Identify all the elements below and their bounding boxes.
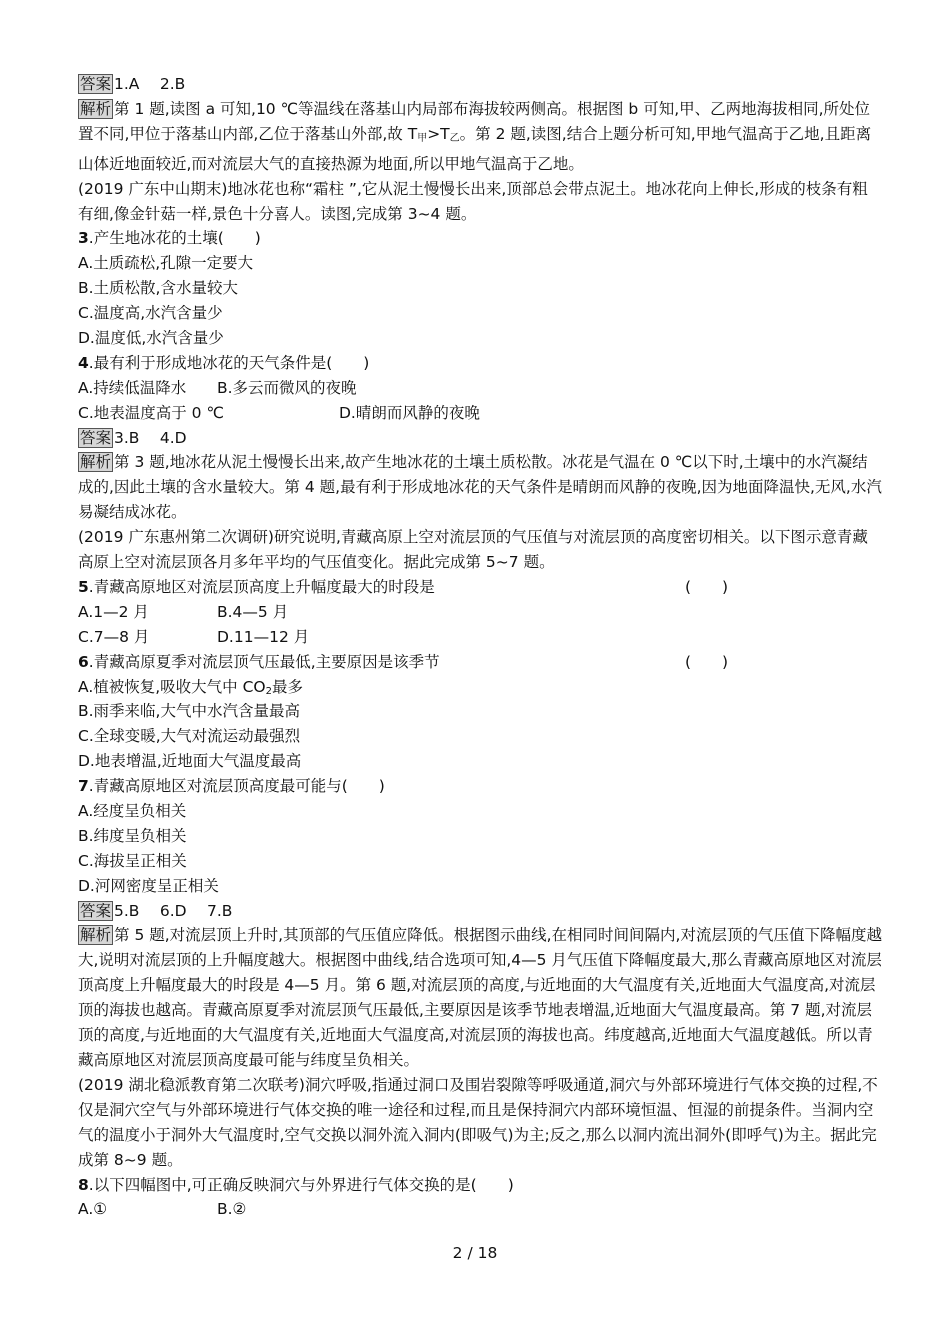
option-b: B.② [217, 1200, 247, 1219]
question-intro: (2019 湖北稳派教育第二次联考)洞穴呼吸,指通过洞口及围岩裂隙等呼吸通道,洞穴与外部环境进行气体交换的过程,不仅是洞穴空气与外部环境进行气体交换的唯一途径和过程,而且是保持洞穴内部环境恒温、恒湿的前提条件。当洞内空气的温度小于洞外大气温度时,空气交换以洞外流入洞内(即吸气)为主;反之,那么以洞内流出洞外(即呼气)为主。据此完成第 8~9 题。 [78, 1075, 878, 1169]
option-b: B.4—5 月 [217, 602, 289, 621]
analysis-tag: 解析 [80, 926, 112, 945]
answer-text: 1.A 2.B [114, 75, 186, 93]
option-d: D.11—12 月 [217, 627, 310, 646]
option-a: A.持续低温降水 [78, 378, 187, 397]
option-d: D.河网密度呈正相关 [78, 876, 219, 895]
option-row [78, 1197, 883, 1222]
question-intro: (2019 广东中山期末)地冰花也称“霜柱 ”,它从泥土慢慢长出来,顶部总会带点泥土。地冰花向上伸长,形成的枝条有粗有细,像金针菇一样,景色十分喜人。读图,完成第 3~4 题。 [78, 179, 868, 223]
option-a: A.土质疏松,孔隙一定要大 [78, 254, 254, 273]
option-a: A.植被恢复,吸收大气中 $CO_2$最多 [78, 677, 304, 697]
option-row [78, 401, 883, 426]
question-intro: (2019 广东惠州第二次调研)研究说明,青藏高原上空对流层顶的气压值与对流层顶的高度密切相关。以下图示意青藏高原上空对流层顶各月多年平均的气压值变化。据此完成第 5~7 题。 [78, 528, 868, 572]
option-d: D.地表增温,近地面大气温度最高 [78, 752, 302, 771]
answer-tag: 答案 [80, 428, 112, 447]
option-d: D.晴朗而风静的夜晚 [339, 403, 480, 422]
analysis-tag: 解析 [80, 453, 112, 472]
question-3: 3.产生地冰花的土壤( ) [78, 229, 261, 248]
answer-line [78, 72, 883, 97]
option-c: C.海拔呈正相关 [78, 851, 187, 870]
answer-paren: ( ) [685, 652, 729, 671]
answer-text: 5.B 6.D 7.B [114, 901, 233, 920]
question-7: 7.青藏高原地区对流层顶高度最可能与( ) [78, 777, 385, 796]
option-row [78, 600, 883, 625]
option-c: C.全球变暖,大气对流运动最强烈 [78, 727, 301, 746]
option-c: C.地表温度高于 0 ℃ [78, 403, 224, 422]
option-b: B.纬度呈负相关 [78, 826, 187, 845]
analysis-paragraph: 解析 第 5 题,对流层顶上升时,其顶部的气压值应降低。根据图示曲线,在相同时间间隔内,对流层顶的气压值下降幅度越大,说明对流层顶的上升幅度越大。根据图中曲线,结合选项可知,4—5 月气压值下降幅度最大,那么青藏高原地区对流层顶高度上升幅度最大的时段是 4—5 月。第 6 题,对流层顶的高度,与近地面的大气温度有关,近地面大气温度高,对流层顶的海拔也越高。青藏高原夏季对流层顶气压最低,主要原因是该季节地表增温,近地面大气温度最高。第 7 题,对流层顶的高度,与近地面的大气温度有关,近地面大气温度高,对流层顶的海拔也高。纬度越高,近地面大气温度越低。所以青藏高原地区对流层顶高度最可能与纬度呈负相关。 [78, 926, 882, 1069]
option-a: A.1—2 月 [78, 602, 149, 621]
option-d: D.温度低,水汽含量少 [78, 328, 224, 347]
option-b: B.雨季来临,大气中水汽含量最高 [78, 702, 300, 721]
option-row [78, 376, 883, 401]
answer-tag: 答案 [80, 901, 112, 920]
option-c: C.温度高,水汽含量少 [78, 304, 223, 323]
option-a: A.① [78, 1200, 108, 1219]
analysis-tag: 解析 [80, 99, 112, 118]
question-6: 6.青藏高原夏季对流层顶气压最低,主要原因是该季节 ( ) [78, 650, 883, 675]
option-a: A.经度呈负相关 [78, 801, 187, 820]
answer-paren: ( ) [685, 577, 729, 596]
option-c: C.7—8 月 [78, 627, 150, 646]
answer-text: 3.B 4.D [114, 428, 187, 447]
page-content [78, 72, 883, 1222]
analysis-paragraph: 解析 第 1 题,读图 a 可知,10 ℃等温线在落基山内局部布海拔较两侧高。根据图 b 可知,甲、乙两地海拔相同,所处位置不同,甲位于落基山内部,乙位于落基山外部,故 $T_甲>T_乙$。第 2 题,读图,结合上题分析可知,甲地气温高于乙地,且距离山体近地面较近,而对流层大气的直接热源为地面,所以甲地气温高于乙地。 [78, 99, 872, 173]
answer-tag: 答案 [80, 75, 112, 93]
option-b: B.多云而微风的夜晚 [217, 378, 357, 397]
question-5: 5.青藏高原地区对流层顶高度上升幅度最大的时段是 ( ) [78, 575, 883, 600]
option-b: B.土质松散,含水量较大 [78, 279, 238, 298]
analysis-paragraph: 解析 第 3 题,地冰花从泥土慢慢长出来,故产生地冰花的土壤土质松散。冰花是气温在 0 ℃以下时,土壤中的水汽凝结成的,因此土壤的含水量较大。第 4 题,最有利于形成地冰花的天气条件是晴朗而风静的夜晚,因为地面降温快,无风,水汽易凝结成冰花。 [78, 453, 882, 522]
answer-line [78, 426, 883, 451]
question-4: 4.最有利于形成地冰花的天气条件是( ) [78, 353, 370, 372]
option-row [78, 625, 883, 650]
answer-line [78, 899, 883, 924]
page-number: 2 / 18 [452, 1244, 498, 1262]
question-8: 8.以下四幅图中,可正确反映洞穴与外界进行气体交换的是( ) [78, 1175, 514, 1194]
